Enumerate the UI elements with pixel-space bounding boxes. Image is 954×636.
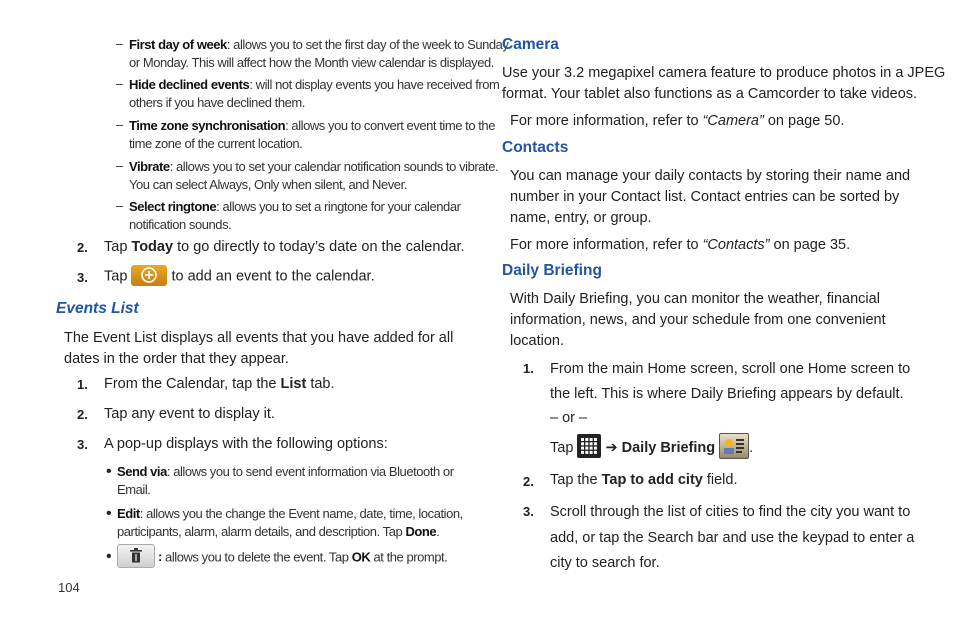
camera-description: Use your 3.2 megapixel camera feature to produce photos in a JPEG format. Your tablet also functions as a Camcorder to take videos. [502, 65, 946, 102]
option-delete: : allows you to delete the event. Tap OK at the prompt. [117, 546, 447, 570]
events-step: A pop-up displays with the following options: [104, 436, 388, 452]
add-icon [131, 265, 167, 286]
step-add-event: Tap to add an event to the calendar. [104, 266, 375, 287]
tap-daily-briefing: Tap ➔ Daily Briefing . [550, 435, 753, 461]
step-search-city: Scroll through the list of cities to find the city you want to add, or tap the Search bar and use the keypad to enter a city to search for. [550, 504, 915, 571]
step-number: 2. [77, 240, 88, 255]
daily-briefing-icon [719, 433, 749, 459]
camera-reference: For more information, refer to “Camera” on page 50. [510, 113, 845, 129]
apps-grid-icon [577, 434, 601, 458]
bullet: • [106, 463, 112, 480]
step-number: 3. [523, 504, 534, 519]
daily-briefing-description: With Daily Briefing, you can monitor the weather, financial information, news, and your schedule from one convenient location. [510, 291, 886, 349]
events-list-intro: The Event List displays all events that you have added for all dates in the order that they appear. [64, 330, 454, 367]
trash-icon [117, 544, 155, 568]
bullet: • [106, 505, 112, 522]
dash-marker: – [116, 36, 124, 51]
events-list-heading: Events List [56, 300, 139, 317]
option-edit: Edit: allows you the change the Event name, date, time, location, participants, alarm, alarm details, and description. Tap Done. [117, 506, 463, 539]
calendar-setting-item: Select ringtone: allows you to set a ringtone for your calendar notification sounds. [129, 199, 461, 232]
contacts-description: You can manage your daily contacts by storing their name and number in your Contact list. Contact entries can be sorted by name, entry, or group. [510, 168, 911, 226]
bullet: • [106, 548, 112, 565]
step-add-city: Tap the Tap to add city field. [550, 472, 738, 488]
events-step: From the Calendar, tap the List tab. [104, 376, 335, 392]
option-send-via: Send via: allows you to send event information via Bluetooth or Email. [117, 464, 454, 497]
step-number: 3. [77, 270, 88, 285]
calendar-setting-item: Vibrate: allows you to set your calendar notification sounds to vibrate. You can select Always, Only when silent, and Never. [129, 159, 499, 192]
page-number: 104 [58, 580, 80, 595]
camera-heading: Camera [502, 36, 559, 53]
step-number: 1. [77, 377, 88, 392]
step-number: 2. [77, 407, 88, 422]
calendar-setting-item: First day of week: allows you to set the first day of the week to Sunday or Monday. This will affect how the Month view calendar is displayed. [129, 37, 509, 70]
today-term: Today [131, 239, 174, 255]
step-number: 2. [523, 474, 534, 489]
calendar-setting-item: Hide declined events: will not display events you have received from others if you have declined them. [129, 77, 500, 110]
dash-marker: – [116, 158, 124, 173]
step-scroll-home: From the main Home screen, scroll one Home screen to the left. This is where Daily Briefing appears by default. [550, 361, 911, 402]
step-number: 1. [523, 361, 534, 376]
step-number: 3. [77, 437, 88, 452]
events-step: Tap any event to display it. [104, 406, 275, 422]
contacts-heading: Contacts [502, 139, 569, 156]
dash-marker: – [116, 117, 124, 132]
dash-marker: – [116, 198, 124, 213]
calendar-setting-item: Time zone synchronisation: allows you to convert event time to the time zone of the current location. [129, 118, 495, 151]
step-today: Tap Today to go directly to today’s date on the calendar. [104, 239, 465, 255]
daily-briefing-heading: Daily Briefing [502, 262, 602, 279]
or-separator: – or – [550, 410, 588, 426]
contacts-reference: For more information, refer to “Contacts” on page 35. [510, 237, 851, 253]
dash-marker: – [116, 76, 124, 91]
